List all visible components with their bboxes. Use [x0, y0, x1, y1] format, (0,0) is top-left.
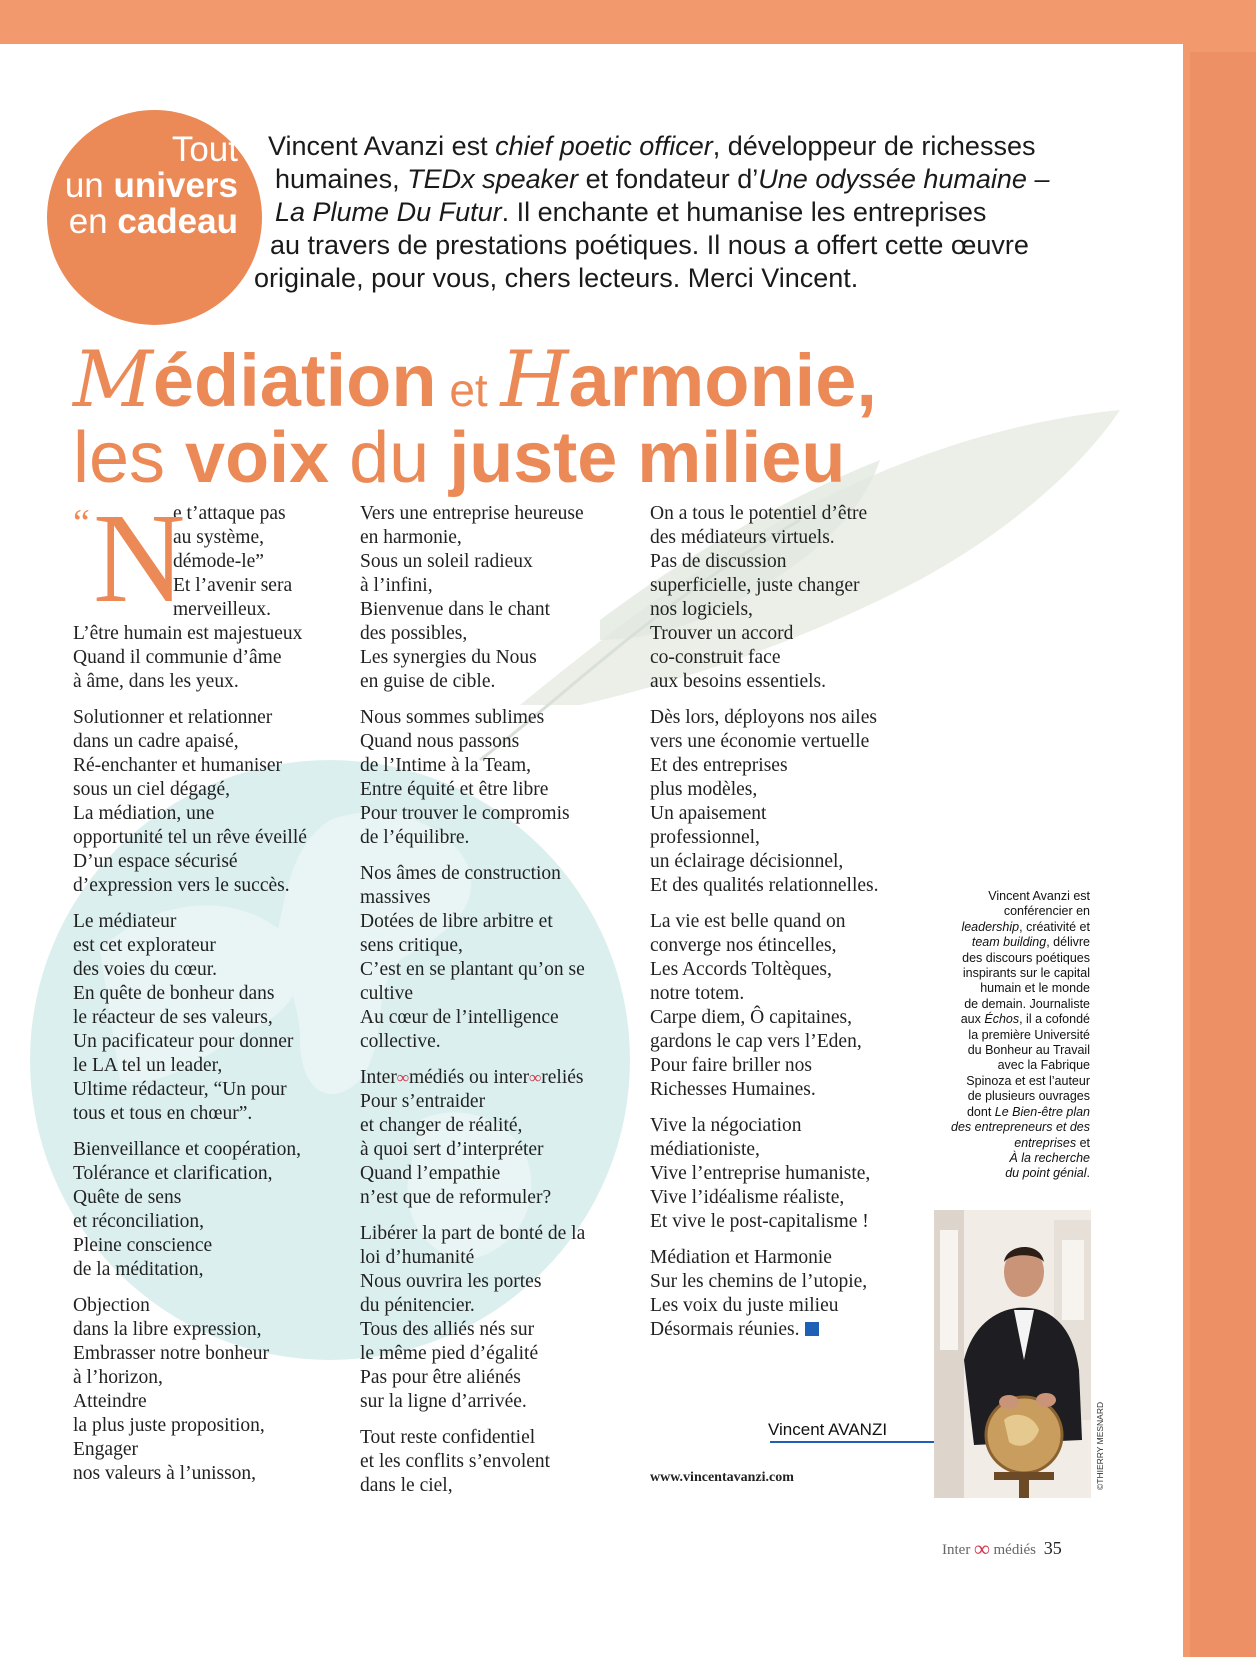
poem-line: est cet explorateur [73, 935, 216, 956]
poem-line: des possibles, [360, 623, 468, 644]
poem-line: e t’attaque pas [173, 503, 286, 524]
poem-column-1 [73, 487, 343, 1498]
poem-line: Entre équité et être libre [360, 779, 549, 800]
stanza [360, 1222, 620, 1414]
poem-line: Ré-enchanter et humaniser [73, 755, 282, 776]
poem-line: collective. [360, 1031, 441, 1052]
author-bio: Vincent Avanzi est conférencier en leadership, créativité et team building, délivre des discours poétiques inspirants sur le capital humain et le monde de demain. Journaliste aux Échos, il a cofondé la première Université du Bonheur au Travail avec la Fabrique Spinoza et est l’auteur de plusieurs ouvrages dont Le Bien-être plan des entrepreneurs et des entreprises et À la recherche du point génial. [951, 889, 1090, 1181]
poem-line: le réacteur de ses valeurs, [73, 1007, 273, 1028]
poem-line: Le médiateur [73, 911, 177, 932]
badge-line-3b: cadeau [117, 202, 238, 241]
poem-line: sous un ciel dégagé, [73, 779, 231, 800]
stanza [650, 502, 910, 694]
poem-line: Tolérance et clarification, [73, 1163, 273, 1184]
dropcap-letter: N [93, 487, 186, 629]
poem-line: Ultime rédacteur, “Un pour [73, 1079, 287, 1100]
poem-line: L’être humain est majestueux [73, 623, 303, 644]
stanza [73, 706, 343, 898]
poem-line: aux besoins essentiels. [650, 671, 827, 692]
poem-line: Solutionner et relationner [73, 707, 273, 728]
poem-line: sens critique, [360, 935, 463, 956]
poem-line: Nous ouvrira les portes [360, 1271, 542, 1292]
badge-line-1: Tout [171, 130, 238, 169]
badge-line-2b: univers [113, 166, 238, 205]
poem-line: des médiateurs virtuels. [650, 527, 835, 548]
poem-line: à quoi sert d’interpréter [360, 1139, 544, 1160]
poem-line: On a tous le potentiel d’être [650, 503, 868, 524]
poem-line: à l’horizon, [73, 1367, 163, 1388]
badge-line-3a: en [68, 202, 118, 241]
stanza [650, 910, 910, 1102]
stanza: Inter∞médiés ou inter∞reliés Pour s’entraider et changer de réalité, à quoi sert d’interpréter Quand l’empathie n’est que de reformuler? [360, 1066, 620, 1210]
dropcap-stanza [73, 487, 343, 629]
poem-line: de la méditation, [73, 1259, 204, 1280]
poem-line: Un apaisement [650, 803, 767, 824]
poem-line: dans la libre expression, [73, 1319, 262, 1340]
poem-line: Libérer la part de bonté de la [360, 1223, 586, 1244]
stanza [360, 862, 620, 1054]
poem-line: à âme, dans les yeux. [73, 671, 239, 692]
poem-line: cultive [360, 983, 414, 1004]
poem-line: merveilleux. [173, 599, 272, 620]
poem-line: du pénitencier. [360, 1295, 475, 1316]
poem-line: à l’infini, [360, 575, 433, 596]
poem-line: médiationiste, [650, 1139, 760, 1160]
poem-line: Et l’avenir sera [173, 575, 293, 596]
poem-line: le LA tel un leader, [73, 1055, 223, 1076]
stanza [73, 1294, 343, 1486]
poem-line: gardons le cap vers l’Eden, [650, 1031, 862, 1052]
stanza [650, 706, 910, 898]
poem-line: Bienveillance et coopération, [73, 1139, 301, 1160]
poem-line: démode-le” [173, 551, 264, 572]
poem-line: Sous un soleil radieux [360, 551, 533, 572]
poem-line: Et vive le post-capitalisme ! [650, 1211, 869, 1232]
poem-line: Bienvenue dans le chant [360, 599, 551, 620]
poem-line: de l’Intime à la Team, [360, 755, 531, 776]
page-number: 35 [1043, 1538, 1062, 1558]
poem-line: des voies du cœur. [73, 959, 218, 980]
poem-line: Pas pour être aliénés [360, 1367, 521, 1388]
stanza [650, 1114, 910, 1234]
poem-line: massives [360, 887, 431, 908]
infinity-icon: ∞ [396, 1068, 409, 1087]
poem-line: dans un cadre apaisé, [73, 731, 239, 752]
poem-line: vers une économie vertuelle [650, 731, 870, 752]
poem-line: Sur les chemins de l’utopie, [650, 1271, 868, 1292]
poem-line: Pour faire briller nos [650, 1055, 812, 1076]
poem-line: Vive l’entreprise humaniste, [650, 1163, 871, 1184]
poem-line: Quand il communie d’âme [73, 647, 282, 668]
poem-line: professionnel, [650, 827, 760, 848]
poem-line: Les voix du juste milieu [650, 1295, 839, 1316]
poem-line: nos logiciels, [650, 599, 753, 620]
poem-line: un éclairage décisionnel, [650, 851, 844, 872]
author-photo [934, 1210, 1091, 1498]
badge-line-2a: un [64, 166, 114, 205]
open-quote: “ [73, 502, 90, 544]
infinity-icon: ∞ [974, 1536, 990, 1561]
poem-line: Nous sommes sublimes [360, 707, 545, 728]
stanza [360, 1426, 620, 1498]
poem-line: Les Accords Toltèques, [650, 959, 832, 980]
stanza [360, 706, 620, 850]
poem-line: C’est en se plantant qu’on se [360, 959, 585, 980]
poem-line: et changer de réalité, [360, 1115, 523, 1136]
poem-line: Tout reste confidentiel [360, 1427, 536, 1448]
poem-line: Dotées de libre arbitre et [360, 911, 553, 932]
poem-line: superficielle, juste changer [650, 575, 860, 596]
footer [942, 1536, 1062, 1562]
stanza [73, 622, 343, 694]
poem-line: au système, [173, 527, 264, 548]
stanza: Médiation et Harmonie Sur les chemins de l’utopie, Les voix du juste milieu Désormais réunies. [650, 1246, 910, 1342]
poem-line: n’est que de reformuler? [360, 1187, 552, 1208]
headline-line-2: les voix du juste milieu [73, 418, 846, 498]
poem-line: le même pied d’égalité [360, 1343, 539, 1364]
poem-line: sur la ligne d’arrivée. [360, 1391, 527, 1412]
website-link[interactable]: www.vincentavanzi.com [650, 1470, 794, 1485]
stanza [360, 502, 620, 694]
poem-line: Pas de discussion [650, 551, 787, 572]
end-square-icon [805, 1322, 819, 1336]
poem-line: dans le ciel, [360, 1475, 453, 1496]
poem-line: et les conflits s’envolent [360, 1451, 551, 1472]
poem-line: Pour s’entraider [360, 1091, 486, 1112]
poem-line: Pour trouver le compromis [360, 803, 570, 824]
poem-line: notre totem. [650, 983, 745, 1004]
poem-line: La médiation, une [73, 803, 215, 824]
poem-line: Quand l’empathie [360, 1163, 501, 1184]
poem-line: Trouver un accord [650, 623, 794, 644]
poem-line: co-construit face [650, 647, 781, 668]
poem-line: Atteindre [73, 1391, 147, 1412]
poem-line: Quête de sens [73, 1187, 182, 1208]
poem-line: Dès lors, déployons nos ailes [650, 707, 877, 728]
poem-line: et réconciliation, [73, 1211, 205, 1232]
poem-line: loi d’humanité [360, 1247, 475, 1268]
footer-brand-left: Inter [942, 1542, 971, 1558]
poem-line: Médiation et Harmonie [650, 1247, 832, 1268]
poem-line: converge nos étincelles, [650, 935, 837, 956]
poem-column-3 [650, 502, 910, 1354]
intro-paragraph: Vincent Avanzi est chief poetic officer, développeur de richesses humaines, TEDx speaker et fondateur d’Une odyssée humaine – La Plume Du Futur. Il enchante et humanise les entreprises au travers de prestations poétiques. Il nous a offert cette œuvre originale, pour vous, chers lecteurs. Merci Vincent. [254, 131, 1050, 293]
gift-badge [47, 110, 262, 325]
stanza [73, 1138, 343, 1282]
poem-line: Pleine conscience [73, 1235, 213, 1256]
poem-line: Quand nous passons [360, 731, 520, 752]
poem-line: Un pacificateur pour donner [73, 1031, 294, 1052]
poem-line: Et des entreprises [650, 755, 788, 776]
footer-brand-right: médiés [993, 1542, 1037, 1558]
poem-line: Vive la négociation [650, 1115, 802, 1136]
poem-line: Carpe diem, Ô capitaines, [650, 1007, 852, 1028]
poem-line: La vie est belle quand on [650, 911, 846, 932]
poem-line: Au cœur de l’intelligence [360, 1007, 559, 1028]
poem-column-2 [360, 502, 620, 1510]
poem-line: En quête de bonheur dans [73, 983, 275, 1004]
poem-line: d’expression vers le succès. [73, 875, 290, 896]
poem-line: D’un espace sécurisé [73, 851, 238, 872]
poem-line: nos valeurs à l’unisson, [73, 1463, 257, 1484]
poem-line: en guise de cible. [360, 671, 496, 692]
poem-line: Tous des alliés nés sur [360, 1319, 535, 1340]
poem-line: Vers une entreprise heureuse [360, 503, 584, 524]
poem-line: de l’équilibre. [360, 827, 470, 848]
poem-line: tous et tous en chœur”. [73, 1103, 253, 1124]
poem-line: plus modèles, [650, 779, 758, 800]
photo-credit: ©THIERRY MESNARD [1095, 1401, 1105, 1490]
poem-line: Objection [73, 1295, 150, 1316]
poem-line: Engager [73, 1439, 138, 1460]
stanza [73, 910, 343, 1126]
poem-line: Embrasser notre bonheur [73, 1343, 270, 1364]
poem-line: en harmonie, [360, 527, 462, 548]
poem-line: Et des qualités relationnelles. [650, 875, 879, 896]
poem-line: Richesses Humaines. [650, 1079, 816, 1100]
poem-line: la plus juste proposition, [73, 1415, 265, 1436]
author-signature: Vincent AVANZI [768, 1420, 888, 1439]
poem-line: Nos âmes de construction [360, 863, 561, 884]
infinity-icon: ∞ [529, 1068, 542, 1087]
signature-pointer-line [770, 1441, 938, 1443]
poem-line: opportunité tel un rêve éveillé [73, 827, 307, 848]
poem-line: Les synergies du Nous [360, 647, 537, 668]
headline-line-1: Médiation et Harmonie, [73, 335, 877, 425]
poem-line: Vive l’idéalisme réaliste, [650, 1187, 845, 1208]
